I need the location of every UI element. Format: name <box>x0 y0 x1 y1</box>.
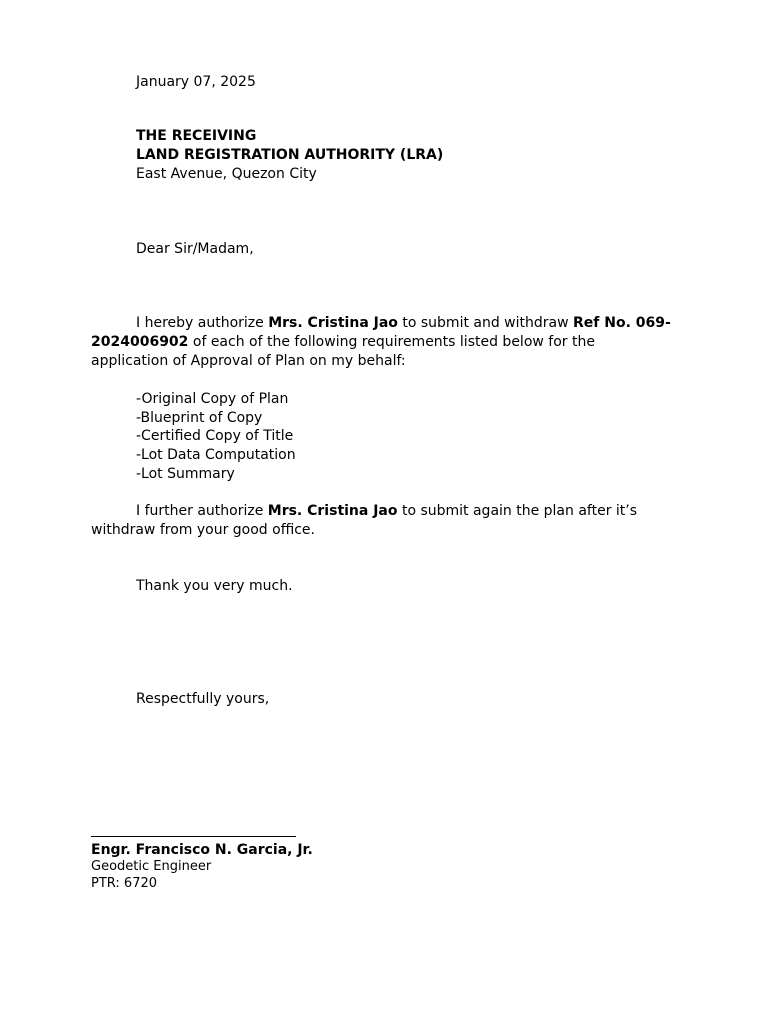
authorized-person-name: Mrs. Cristina Jao <box>267 503 398 519</box>
requirement-item: -Lot Data Computation <box>136 447 296 463</box>
requirement-item: -Certified Copy of Title <box>136 428 294 444</box>
paragraph-2-text: I further authorize <box>136 503 268 519</box>
reference-number: Ref No. 069- <box>573 315 671 331</box>
requirement-item: -Lot Summary <box>136 466 235 482</box>
recipient-line-1: THE RECEIVING <box>136 128 257 144</box>
paragraph-1-text: to submit and withdraw <box>397 315 574 331</box>
recipient-line-2: LAND REGISTRATION AUTHORITY (LRA) <box>136 147 444 163</box>
requirement-item: -Blueprint of Copy <box>136 410 263 426</box>
paragraph-1-line-2 <box>91 333 595 351</box>
paragraph-1-text: I hereby authorize <box>136 315 269 331</box>
recipient-address: East Avenue, Quezon City <box>136 166 317 182</box>
salutation: Dear Sir/Madam, <box>136 241 254 257</box>
letter-date: January 07, 2025 <box>136 74 256 90</box>
requirement-item: -Original Copy of Plan <box>136 391 289 407</box>
paragraph-1-line-3: application of Approval of Plan on my behalf: <box>91 353 406 369</box>
signatory-title: Geodetic Engineer <box>91 859 212 874</box>
paragraph-2-line-2: withdraw from your good office. <box>91 522 315 538</box>
paragraph-2-line-1 <box>136 502 637 520</box>
signature-line <box>91 836 296 837</box>
thanks-line: Thank you very much. <box>136 578 293 594</box>
signatory-name: Engr. Francisco N. Garcia, Jr. <box>91 842 313 858</box>
reference-number: 2024006902 <box>91 334 189 350</box>
paragraph-1-line-1 <box>136 314 671 332</box>
closing-line: Respectfully yours, <box>136 691 270 707</box>
paragraph-1-text: of each of the following requirements listed below for the <box>188 334 595 350</box>
authorized-person-name: Mrs. Cristina Jao <box>268 315 398 331</box>
paragraph-2-text: to submit again the plan after it’s <box>397 503 638 519</box>
signatory-ptr: PTR: 6720 <box>91 876 158 891</box>
